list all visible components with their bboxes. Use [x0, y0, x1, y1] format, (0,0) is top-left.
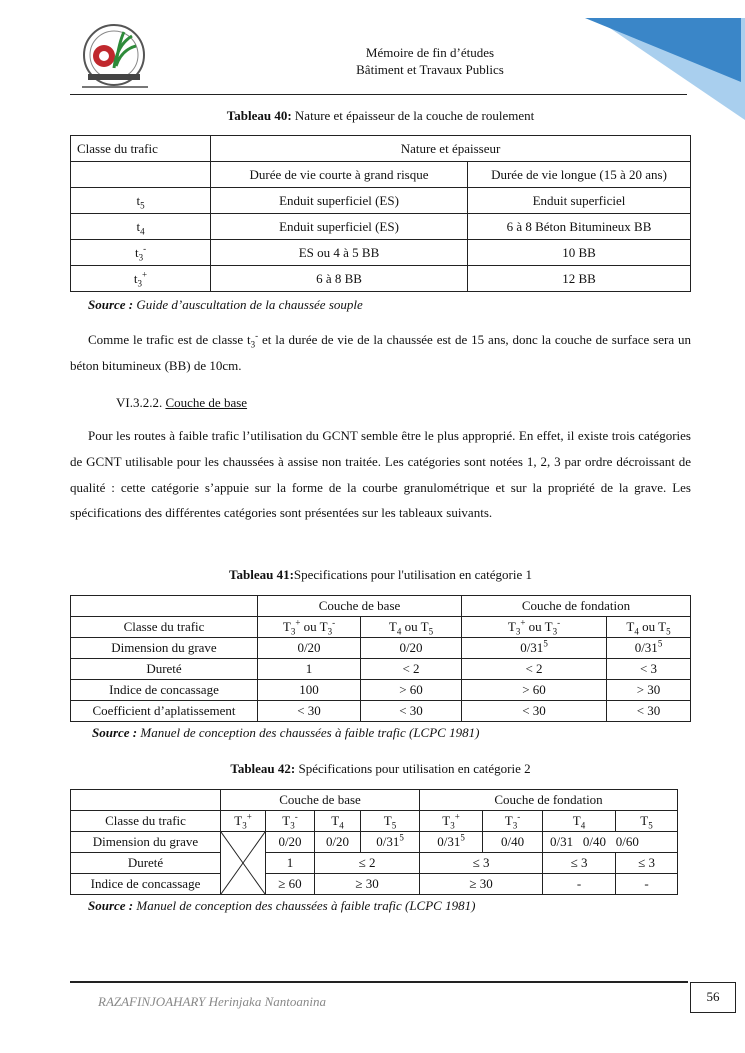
table42-caption: Tableau 42: Spécifications pour utilisation en catégorie 2 [230, 761, 531, 776]
table-row: Indice de concassage 100 > 60 > 60 > 30 [71, 680, 691, 701]
table-row: $t_5$ Enduit superficiel (ES) Enduit superficiel [71, 188, 691, 214]
table-row: Indice de concassage ≥ 60 ≥ 30 ≥ 30 - - [71, 874, 678, 895]
table42-row-classe: Classe du trafic [71, 811, 221, 832]
table-row: Dimension du grave 0/20 0/20 $0/31^5$ $0/31^5$ [71, 638, 691, 659]
table41-row-classe: Classe du trafic [71, 617, 258, 638]
table-row: Dureté 1 < 2 < 2 < 3 [71, 659, 691, 680]
table42-source: Source : Manuel de conception des chaussées à faible trafic (LCPC 1981) [88, 898, 476, 913]
table42: Couche de base Couche de fondation Classe du trafic $T_3^+$ $T_3^-$ $T_4$ $T_5$ $T_3^+$ $T_3^-$ $T_4$ $T_5$ Dimension du grave 0/20 0/20 $0/31^5$ $0/31^5$ 0/40 0/31 0/40 0/60 Dureté 1 ≤ 2 ≤ 3 ≤ 3 ≤ 3 Indice de concassage ≥ 60 ≥ 30 ≥ 30 - - [70, 789, 678, 895]
table40-sub-header-1: Durée de vie courte à grand risque [211, 162, 468, 188]
table-row: Coefficient d’aplatissement < 30 < 30 < 30 < 30 [71, 701, 691, 722]
table40-group-header: Nature et épaisseur [211, 136, 691, 162]
table40-source: Source : Guide d’auscultation de la chaussée souple [88, 297, 363, 312]
page-number: 56 [690, 982, 736, 1013]
table41-caption: Tableau 41:Specifications pour l'utilisation en catégorie 1 [229, 567, 532, 582]
paragraph-gcnt: Pour les routes à faible trafic l’utilisation du GCNT semble être le plus approprié. En effet, il existe trois catégories de GCNT utilisable pour les chaussées à assise non traitée. Les catégories sont notées 1, 2, 3 par ordre décroissant de qualité : cette catégorie s’appuie sur la forme de la courbe granulométrique et sur la propriété de la grave. Les spécifications des différentes catégories sont présentées sur les tableaux suivants. [70, 428, 691, 521]
table40-empty-cell [71, 162, 211, 188]
header-line-1: Mémoire de fin d’études [365, 45, 495, 60]
paragraph-conclusion: Comme le trafic est de classe $t_3^-$ et la durée de vie de la chaussée est de 15 ans, donc la couche de surface sera un béton bitumineux (BB) de 10cm. [70, 330, 691, 373]
table-row: Dimension du grave 0/20 0/20 $0/31^5$ $0/31^5$ 0/40 0/31 0/40 0/60 [71, 832, 678, 853]
header-line-2: Bâtiment et Travaux Publics [356, 62, 504, 77]
table41-group-base: Couche de base [258, 596, 462, 617]
university-logo [78, 22, 152, 92]
table40-sub-header-2: Durée de vie longue (15 à 20 ans) [468, 162, 691, 188]
table41-group-fondation: Couche de fondation [462, 596, 691, 617]
table40-col1-header: Classe du trafic [71, 136, 211, 162]
cross-lines [221, 832, 265, 894]
table42-crossed-cell [221, 832, 266, 895]
table41-source: Source : Manuel de conception des chaussées à faible trafic (LCPC 1981) [92, 725, 480, 740]
table40 [70, 135, 691, 292]
header-divider [70, 94, 687, 95]
corner-decoration [565, 0, 745, 120]
table42-group-fondation: Couche de fondation [420, 790, 678, 811]
footer-divider [70, 981, 688, 983]
table-row: Dureté 1 ≤ 2 ≤ 3 ≤ 3 ≤ 3 [71, 853, 678, 874]
footer-author: RAZAFINJOAHARY Herinjaka Nantoanina [98, 994, 326, 1009]
table-row: $t_3^-$ ES ou 4 à 5 BB 10 BB [71, 240, 691, 266]
table-row: $t_3^+$ 6 à 8 BB 12 BB [71, 266, 691, 292]
section-heading: VI.3.2.2. Couche de base [116, 395, 248, 410]
table41: Couche de base Couche de fondation Classe du trafic $T_3^+$ ou $T_3^-$ $T_4$ ou $T_5$ $T_3^+$ ou $T_3^-$ $T_4$ ou $T_5$ Dimension du grave 0/20 0/20 $0/31^5$ $0/31^5$ Dureté 1 < 2 < 2 < 3 Indice de concassage 100 > 60 > 60 > 30 Coefficient d’aplatissement < 30 < 30 < 30 < 30 [70, 595, 691, 722]
table-row: $t_4$ Enduit superficiel (ES) 6 à 8 Béton Bitumineux BB [71, 214, 691, 240]
table42-group-base: Couche de base [221, 790, 420, 811]
table40-caption: Tableau 40: Nature et épaisseur de la couche de roulement [226, 108, 535, 123]
